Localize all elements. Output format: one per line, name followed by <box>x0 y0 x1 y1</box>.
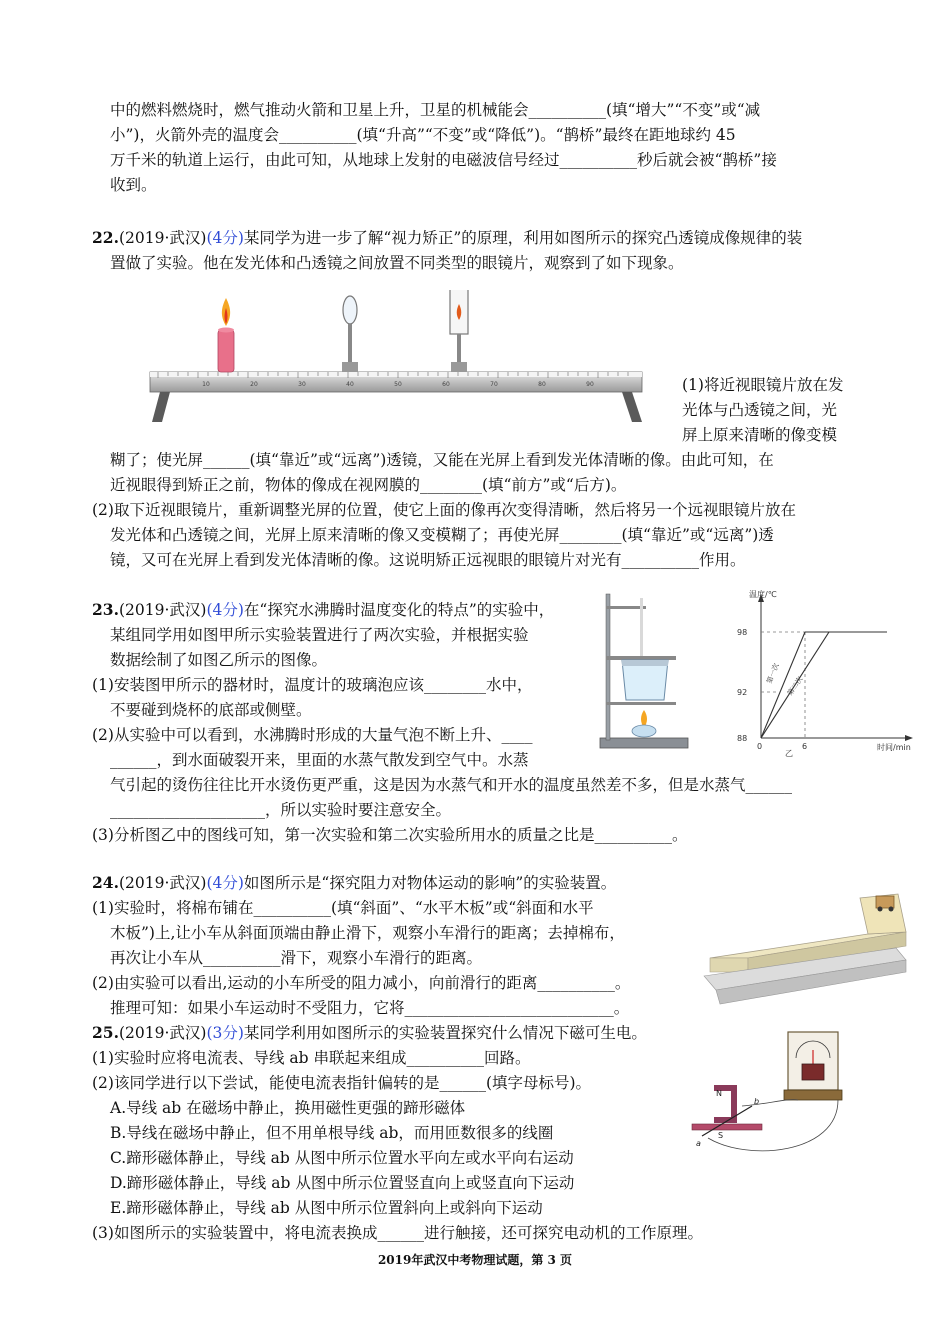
text-line: 糊了；使光屏______(填“靠近”或“远离”)透镜，又能在光屏上看到发光体清晰的像。由此可知，在 <box>110 451 774 469</box>
wire-end-label: b <box>754 1097 760 1106</box>
ruler-tick-label: 10 <box>202 381 210 388</box>
graph-x-tick: 6 <box>802 742 808 751</box>
text-line: ____________________，所以实验时要注意安全。 <box>110 801 452 819</box>
question-25-stem <box>92 1023 647 1043</box>
text-line: 镜，又可在光屏上看到发光体清晰的像。这说明矫正远视眼的眼镜片对光有__________作用。 <box>110 551 746 569</box>
question-score: (4分) <box>206 601 244 619</box>
option-d: D.蹄形磁体静止，导线 ab 从图中所示位置竖直向上或竖直向下运动 <box>110 1174 575 1192</box>
boiling-apparatus-figure <box>592 590 697 755</box>
option-b: B.导线在磁场中静止，但不用单根导线 ab，而用匝数很多的线圈 <box>110 1124 554 1142</box>
text-line: 推理可知：如果小车运动时不受阻力，它将___________________________。 <box>110 999 630 1017</box>
question-23-stem <box>92 600 554 620</box>
ruler-tick-label: 40 <box>346 381 354 388</box>
text-line: (2)取下近视眼镜片，重新调整光屏的位置，使它上面的像再次变得清晰，然后将另一个远视眼镜片放在 <box>92 501 796 519</box>
text-line: (3)分析图乙中的图线可知，第一次实验和第二次实验所用水的质量之比是__________。 <box>92 826 688 844</box>
question-stem: 某同学为进一步了解“视力矫正”的原理，利用如图所示的探究凸透镜成像规律的装 <box>243 229 803 247</box>
graph-y-tick: 88 <box>737 734 748 743</box>
text-line: 气引起的烫伤往往比开水烫伤更严重，这是因为水蒸气和开水的温度虽然差不多，但是水蒸气______ <box>110 776 793 794</box>
text-line: (2)从实验中可以看到，水沸腾时形成的大量气泡不断上升、____ <box>92 726 533 744</box>
text-line: 再次让小车从__________滑下，观察小车滑行的距离。 <box>110 949 483 967</box>
question-source: (2019·武汉) <box>118 874 207 892</box>
graph-ylabel: 温度/℃ <box>749 590 777 599</box>
ruler-tick-label: 50 <box>394 381 402 388</box>
question-source: (2019·武汉) <box>118 229 207 247</box>
question-number: 25. <box>92 1023 119 1042</box>
text-line: (3)如图所示的实验装置中，将电流表换成______进行触接，还可探究电动机的工作原理。 <box>92 1224 703 1242</box>
magnet-pole-label: N <box>716 1089 722 1098</box>
graph-y-tick: 92 <box>737 688 748 697</box>
question-stem: 如图所示是“探究阻力对物体运动的影响”的实验装置。 <box>243 874 617 892</box>
text-line: 收到。 <box>110 176 157 194</box>
option-c: C.蹄形磁体静止，导线 ab 从图中所示位置水平向左或水平向右运动 <box>110 1149 574 1167</box>
text-line: ______，到水面破裂开来，里面的水蒸气散发到空气中。水蒸 <box>110 751 529 769</box>
text-line: (1)将近视眼镜片放在发 <box>682 376 844 394</box>
ruler-tick-label: 70 <box>490 381 498 388</box>
graph-xlabel: 时间/min <box>877 743 911 752</box>
question-stem: 在“探究水沸腾时温度变化的特点”的实验中， <box>243 601 555 619</box>
question-number: 24. <box>92 873 119 892</box>
text-line: 中的燃料燃烧时，燃气推动火箭和卫星上升，卫星的机械能会__________(填“增大”“不变”或“减 <box>110 101 761 119</box>
optical-bench-figure <box>148 290 648 425</box>
text-line: 某组同学用如图甲所示实验装置进行了两次实验，并根据实验 <box>110 626 529 644</box>
temperature-graph <box>727 588 917 760</box>
option-e: E.蹄形磁体静止，导线 ab 从图中所示位置斜向上或斜向下运动 <box>110 1199 543 1217</box>
text-line: (2)该同学进行以下尝试，能使电流表指针偏转的是______(填字母标号)。 <box>92 1074 592 1092</box>
ruler-tick-label: 30 <box>298 381 306 388</box>
text-line: 屏上原来清晰的像变模 <box>682 426 838 444</box>
text-line: 木板”)上,让小车从斜面顶端由静止滑下，观察小车滑行的距离；去掉棉布， <box>110 924 625 942</box>
wire-end-label: a <box>696 1139 701 1148</box>
graph-caption: 乙 <box>785 749 793 758</box>
text-line: (1)实验时，将棉布铺在__________(填“斜面”、“水平木板”或“斜面和水平 <box>92 899 594 917</box>
incline-figure <box>700 880 910 1020</box>
alcohol-lamp <box>632 725 656 737</box>
page-footer: 2019年武汉中考物理试题，第 3 页 <box>377 1253 573 1267</box>
conductor-ab <box>702 1106 752 1136</box>
question-score: (4分) <box>206 874 244 892</box>
text-line: 发光体和凸透镜之间，光屏上原来清晰的像又变模糊了；再使光屏________(填“靠近”或“远离”)透 <box>110 526 774 544</box>
magnet-pole-label: S <box>718 1131 724 1140</box>
text-line: 置做了实验。他在发光体和凸透镜之间放置不同类型的眼镜片，观察到了如下现象。 <box>110 254 684 272</box>
wire <box>742 1100 798 1106</box>
series-label-first: 第一次 <box>765 662 781 685</box>
question-stem: 某同学利用如图所示的实验装置探究什么情况下磁可生电。 <box>243 1024 647 1042</box>
question-source: (2019·武汉) <box>118 1024 207 1042</box>
text-line: 万千米的轨道上运行，由此可知，从地球上发射的电磁波信号经过__________秒后就会被“鹊桥”接 <box>110 151 777 169</box>
ruler-tick-label: 60 <box>442 381 450 388</box>
graph-y-tick: 98 <box>737 628 748 637</box>
text-line: (1)安装图甲所示的器材时，温度计的玻璃泡应该________水中， <box>92 676 533 694</box>
question-24-stem <box>92 873 616 893</box>
convex-lens <box>343 296 357 324</box>
question-22-stem <box>92 228 802 248</box>
ruler-tick-label: 80 <box>538 381 546 388</box>
graph-x-tick: 0 <box>757 742 763 751</box>
question-source: (2019·武汉) <box>118 601 207 619</box>
option-a: A.导线 ab 在磁场中静止，换用磁性更强的蹄形磁体 <box>110 1099 466 1117</box>
question-score: (3分) <box>206 1024 244 1042</box>
series-label-second: 第二次 <box>786 675 805 698</box>
toy-car <box>876 896 894 908</box>
question-number: 22. <box>92 228 119 247</box>
candle <box>218 330 234 372</box>
induction-figure <box>688 1028 868 1168</box>
text-line: (1)实验时应将电流表、导线 ab 串联起来组成__________回路。 <box>92 1049 531 1067</box>
text-line: 数据绘制了如图乙所示的图像。 <box>110 651 328 669</box>
ruler-tick-label: 90 <box>586 381 594 388</box>
text-line: 不要碰到烧杯的底部或侧壁。 <box>110 701 312 719</box>
text-line: (2)由实验可以看出,运动的小车所受的阻力减小，向前滑行的距离__________。 <box>92 974 631 992</box>
text-line: 光体与凸透镜之间，光 <box>682 401 838 419</box>
text-line: 近视眼得到矫正之前，物体的像成在视网膜的________(填“前方”或“后方)。 <box>110 476 627 494</box>
question-score: (4分) <box>206 229 244 247</box>
ruler-tick-label: 20 <box>250 381 258 388</box>
question-number: 23. <box>92 600 119 619</box>
text-line: 小”)，火箭外壳的温度会__________(填“升高”“不变”或“降低”)。“鹊桥”最终在距地球约 45 <box>110 126 736 144</box>
